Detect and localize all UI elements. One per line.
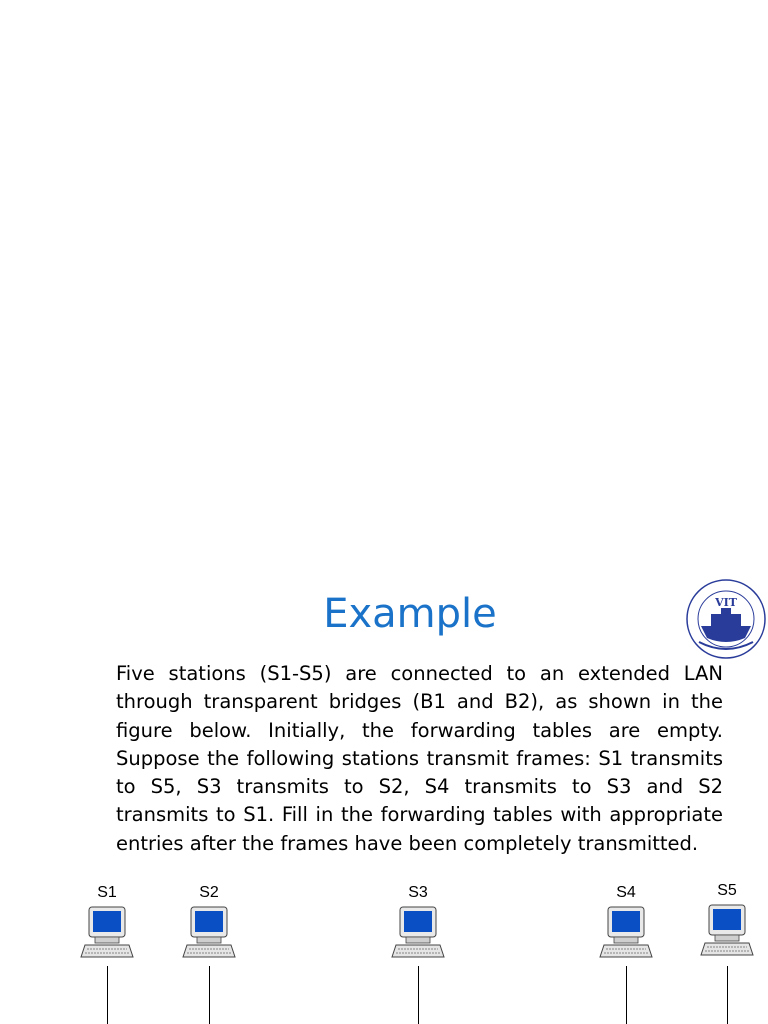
station-link-s1 [107,966,108,1024]
station-link-s3 [418,966,419,1024]
computer-icon [598,903,654,961]
station-s1 [77,883,137,961]
station-s3 [388,883,448,961]
problem-statement: Five stations (S1-S5) are connected to an extended LAN through transparent bridges (B1 and B2), as shown in the figure below. Initially, the forwarding tables are empty. Suppose the following stations transmit frames: S1 transmits to S5, S3 transmits to S2, S4 transmits to S3 and S2 transmits to S1. Fill in the forwarding tables with appropriate entries after the frames have been completely transmitted. [116,662,723,855]
station-label: S2 [199,884,219,901]
computer-icon [181,903,237,961]
computer-icon [79,903,135,961]
station-link-s5 [727,966,728,1024]
station-s2 [179,883,239,961]
station-link-s2 [209,966,210,1024]
station-label: S5 [717,882,737,899]
station-link-s4 [626,966,627,1024]
vit-logo [685,578,767,660]
station-label: S1 [97,884,117,901]
station-s5 [697,881,757,959]
computer-icon [390,903,446,961]
logo-text: VIT [715,596,737,609]
slide-title: Example [323,591,497,637]
computer-icon [699,901,755,959]
station-s4 [596,883,656,961]
station-label: S3 [408,884,428,901]
station-label: S4 [616,884,636,901]
